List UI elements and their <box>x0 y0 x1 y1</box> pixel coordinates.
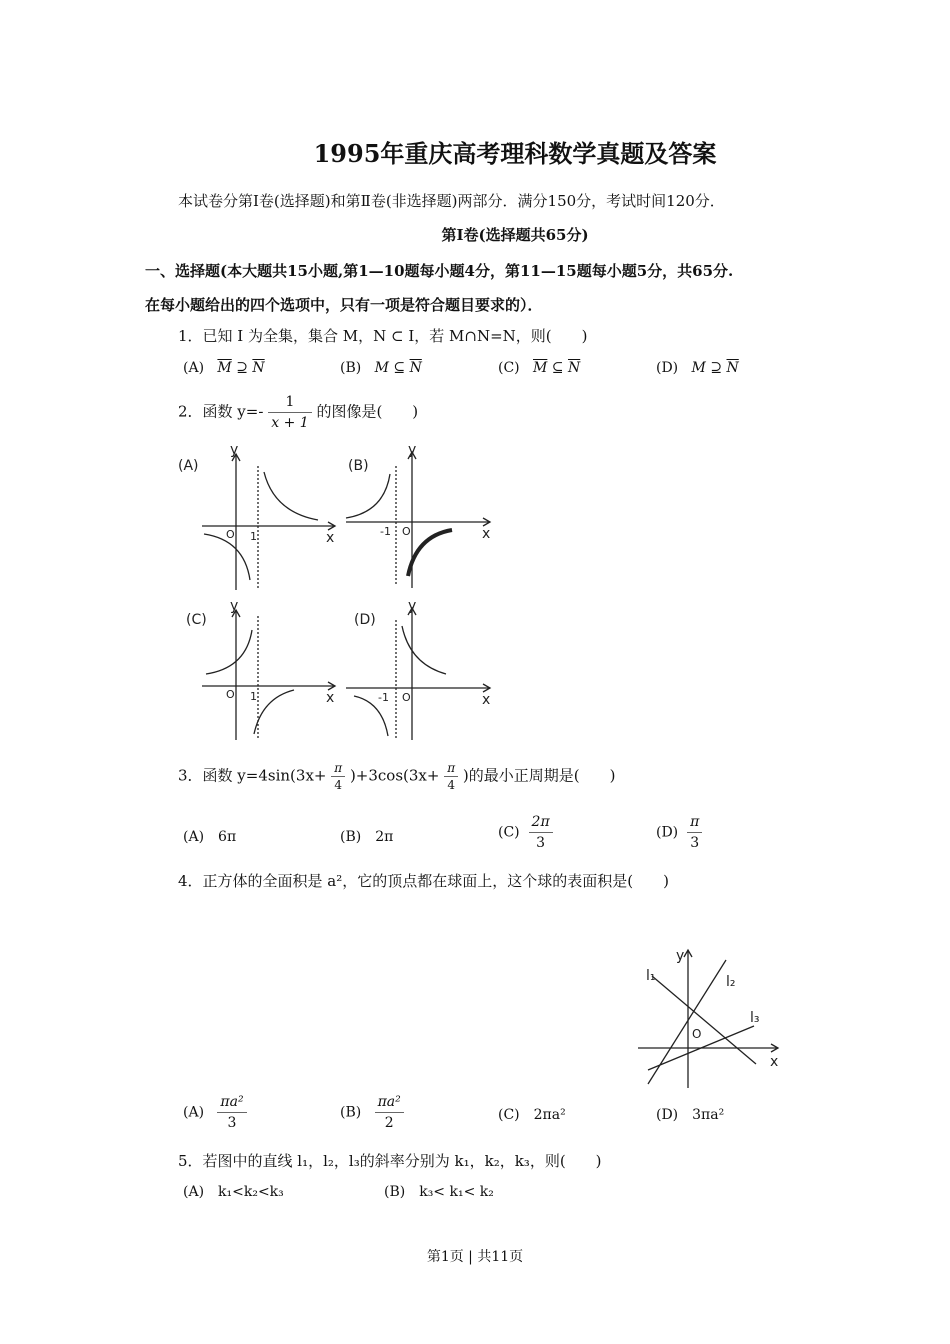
graph-c-curve-right <box>254 690 294 734</box>
graph-c-label: (C) <box>186 612 207 628</box>
graph-b-curve-right <box>408 530 452 576</box>
graph-d-x-label: x <box>482 692 491 708</box>
exam-intro: 本试卷分第Ⅰ卷(选择题)和第Ⅱ卷(非选择题)两部分．满分150分，考试时间120分． <box>178 192 725 210</box>
question-3-option-a: (A) 6π <box>183 829 237 845</box>
question-2-graphs <box>170 440 510 750</box>
fig-l3-label: l₃ <box>750 1010 760 1026</box>
graph-b-tick: -1 <box>380 525 391 538</box>
question-5-figure <box>630 940 790 1090</box>
graph-d-tick: -1 <box>378 691 389 704</box>
question-1-option-b: (B) M ⊆ $\overline{N}$ <box>340 360 422 376</box>
graph-c-tick: 1 <box>250 690 257 703</box>
question-4-option-c: (C) 2πa² <box>498 1107 566 1123</box>
question-1-option-d: (D) M ⊇ $\overline{N}$ <box>656 360 739 376</box>
fig-y-label: y <box>676 948 685 964</box>
graph-c-origin: O <box>226 688 235 701</box>
graph-b-origin: O <box>402 525 411 538</box>
graph-c-curve-left <box>206 630 252 674</box>
graph-c-x-label: x <box>326 690 335 706</box>
question-3-stem: 3．函数 y=4sin(3x+ $\frac{\pi}{4}$ )+3cos(3x+ $\frac{\pi}{4}$ )的最小正周期是( ) <box>178 761 616 792</box>
graph-a-x-label: x <box>326 530 335 546</box>
page-footer: 第1页 | 共11页 <box>426 1249 524 1265</box>
question-4-option-d: (D) 3πa² <box>656 1107 725 1123</box>
line-l1 <box>652 976 756 1064</box>
graph-a-tick: 1 <box>250 530 257 543</box>
fraction: $\frac{2\pi}{3}$ <box>529 812 553 853</box>
question-5-option-a: (A) k₁<k₂<k₃ <box>183 1184 284 1200</box>
graph-d-y-label: y <box>408 598 417 614</box>
question-4-option-a: (A) $\frac{\text{πa²}}{3}$ <box>183 1092 247 1133</box>
fig-origin: O <box>692 1027 702 1041</box>
fraction: $\frac{\pi}{4}$ <box>444 760 458 793</box>
part-instructions-line2: 在每小题给出的四个选项中，只有一项是符合题目要求的）． <box>145 296 543 314</box>
graph-d-label: (D) <box>354 612 376 628</box>
graph-a-label: (A) <box>178 458 199 474</box>
question-3-option-c: (C) $\frac{2\pi}{3}$ <box>498 812 553 853</box>
question-1-option-a: (A) $\overline{M}$ ⊇ $\overline{N}$ <box>183 360 265 376</box>
fraction: $\frac{\pi}{4}$ <box>331 760 345 793</box>
graph-b-curve-left <box>346 474 390 518</box>
fraction: $\frac{1}{x + 1}$ <box>268 392 311 433</box>
question-3-option-b: (B) 2π <box>340 829 394 845</box>
question-1-stem: 1．已知 I 为全集，集合 M，N ⊂ I，若 M∩N=N，则( ) <box>178 327 588 345</box>
page-title: 1995年重庆高考理科数学真题及答案 <box>313 139 717 168</box>
question-5-stem: 5．若图中的直线 l₁，l₂，l₃的斜率分别为 k₁，k₂，k₃，则( ) <box>178 1152 602 1170</box>
fig-l1-label: l₁ <box>646 968 656 984</box>
question-3-option-d: (D) $\frac{\pi}{3}$ <box>656 812 702 853</box>
fraction: $\frac{\text{πa²}}{2}$ <box>375 1092 404 1133</box>
graph-d-curve-right <box>402 626 446 674</box>
fraction: $\frac{\text{πa²}}{3}$ <box>217 1092 246 1133</box>
question-5-option-b: (B) k₃< k₁< k₂ <box>384 1184 494 1200</box>
section-heading: 第Ⅰ卷(选择题共65分) <box>441 226 589 244</box>
fig-x-label: x <box>770 1054 779 1070</box>
graph-c-y-label: y <box>230 598 239 614</box>
graph-a-y-label: y <box>230 442 239 458</box>
question-4-stem: 4．正方体的全面积是 a²，它的顶点都在球面上，这个球的表面积是( ) <box>178 872 669 890</box>
graph-b-x-label: x <box>482 526 491 542</box>
graph-a-curve-right <box>264 472 318 520</box>
graph-d-origin: O <box>402 691 411 704</box>
question-1-option-c: (C) $\overline{M}$ ⊆ $\overline{N}$ <box>498 360 581 376</box>
fraction: $\frac{\pi}{3}$ <box>687 812 702 853</box>
graph-b-label: (B) <box>348 458 369 474</box>
fig-l2-label: l₂ <box>726 974 736 990</box>
part-instructions-line1: 一、选择题(本大题共15小题,第1—10题每小题4分，第11—15题每小题5分，共65分. <box>145 262 734 280</box>
graph-a-origin: O <box>226 528 235 541</box>
question-2-stem: 2．函数 y=- $\frac{1}{x + 1}$ 的图像是( ) <box>178 394 419 431</box>
question-4-option-b: (B) $\frac{\text{πa²}}{2}$ <box>340 1092 404 1133</box>
graph-b-y-label: y <box>408 442 417 458</box>
